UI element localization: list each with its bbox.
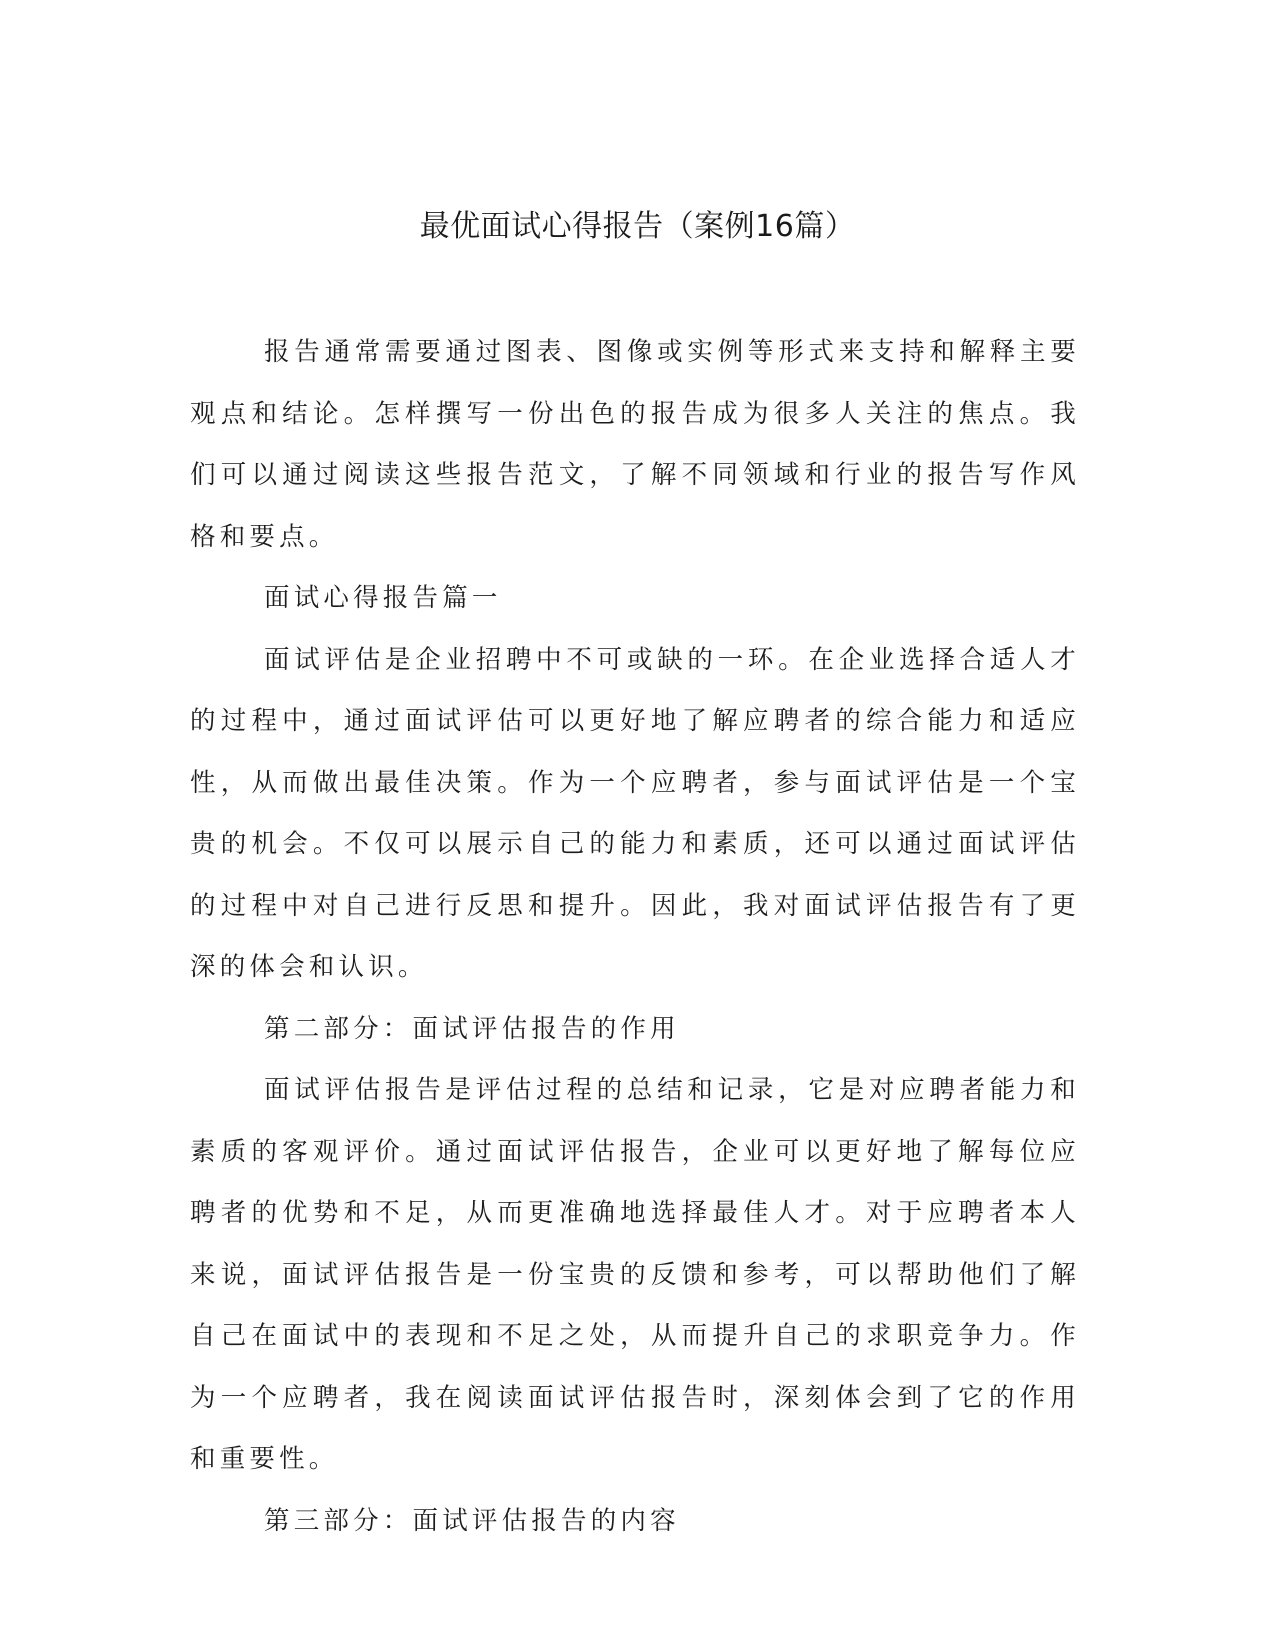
- document-title: 最优面试心得报告（案例16篇）: [419, 209, 856, 244]
- section-one-heading: 面试心得报告篇一: [264, 583, 502, 613]
- part-two-paragraph: 面试评估报告是评估过程的总结和记录，它是对应聘者能力和素质的客观评价。通过面试评估报告，企业可以更好地了解每位应聘者的优势和不足，从而更准确地选择最佳人才。对于应聘者本人来说，面试评估报告是一份宝贵的反馈和参考，可以帮助他们了解自己在面试中的表现和不足之处，从而提升自己的求职竞争力。作为一个应聘者，我在阅读面试评估报告时，深刻体会到了它的作用和重要性。: [190, 1075, 1080, 1474]
- part-three-heading: 第三部分：面试评估报告的内容: [264, 1505, 680, 1536]
- part-two-heading: 第二部分：面试评估报告的作用: [264, 1013, 680, 1044]
- section-one-paragraph: 面试评估是企业招聘中不可或缺的一环。在企业选择合适人才的过程中，通过面试评估可以更好地了解应聘者的综合能力和适应性，从而做出最佳决策。作为一个应聘者，参与面试评估是一个宝贵的机会。不仅可以展示自己的能力和素质，还可以通过面试评估的过程中对自己进行反思和提升。因此，我对面试评估报告有了更深的体会和认识。: [190, 644, 1080, 982]
- document-body: [190, 322, 1080, 1552]
- intro-paragraph: 报告通常需要通过图表、图像或实例等形式来支持和解释主要观点和结论。怎样撰写一份出色的报告成为很多人关注的焦点。我们可以通过阅读这些报告范文，了解不同领域和行业的报告写作风格和要点。: [190, 337, 1080, 552]
